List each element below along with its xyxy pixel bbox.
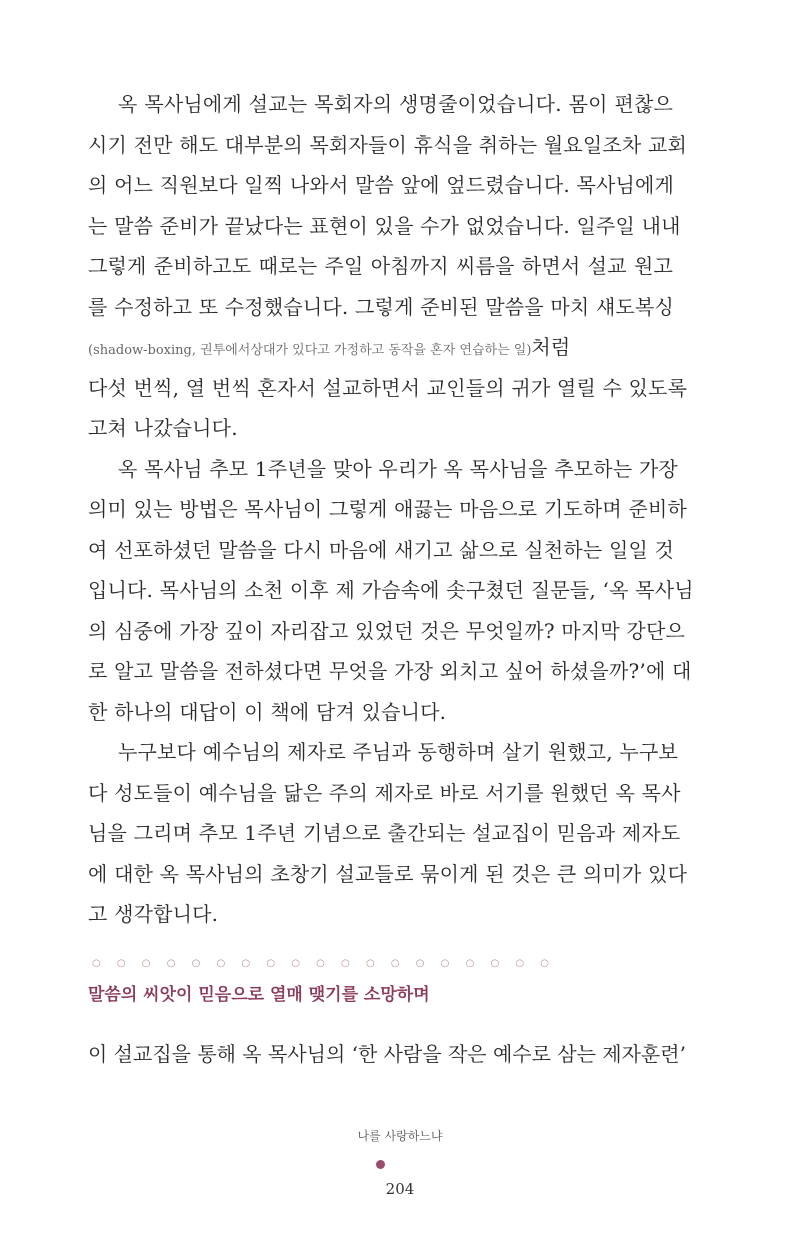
paragraph-line: 의 심중에 가장 깊이 자리잡고 있었던 것은 무엇일까? 마지막 강단으 [88,618,685,643]
paragraph-line: 고 생각합니다. [88,902,219,926]
paragraph-line: 그렇게 준비하고도 때로는 주일 아침까지 씨름을 하면서 설교 원고 [88,254,673,278]
section-title: 말씀의 씨앗이 믿음으로 열매 맺기를 소망하며 [88,985,430,1005]
page-number: 204 [385,1180,415,1198]
paragraph-line: 의미 있는 방법은 목사님이 그렇게 애끓는 마음으로 기도하며 준비하 [88,497,688,521]
paragraph-line: 옥 목사님 추모 1주년을 맞아 우리가 옥 목사님을 추모하는 가장 [118,456,678,481]
paragraph-line: 누구보다 예수님의 제자로 주님과 동행하며 살기 원했고, 누구보 [118,740,678,764]
section-divider-dots: ○ ○ ○ ○ ○ ○ ○ ○ ○ ○ ○ ○ ○ ○ ○ ○ ○ ○ ○ [92,958,556,969]
paragraph-line: 시기 전만 해도 대부분의 목회자들이 휴식을 취하는 월요일조차 교회 [88,132,688,157]
paragraph-line: 를 수정하고 또 수정했습니다. 그렇게 준비된 말씀을 마치 섀도복싱 [88,294,675,319]
gloss-note: (shadow-boxing, 권투에서상대가 있다고 가정하고 동작을 혼자 연습하는 일) [88,343,532,358]
paragraph-line: 여 선포하셨던 말씀을 다시 마음에 새기고 삶으로 실천하는 일일 것 [88,537,675,562]
paragraph-line: 입니다. 목사님의 소천 이후 제 가슴속에 솟구쳤던 질문들, ‘옥 목사님 [88,578,694,602]
body-text [88,84,694,935]
closing-paragraph-line: 이 설교집을 통해 옥 목사님의 ‘한 사람을 작은 예수로 삼는 제자훈련’ [88,1042,686,1066]
paragraph-line: 한 하나의 대답이 이 책에 담겨 있습니다. [88,699,447,724]
paragraph-line: 의 어느 직원보다 일찍 나와서 말씀 앞에 엎드렸습니다. 목사님에게 [88,173,675,197]
paragraph-line: 고쳐 나갔습니다. [88,416,238,440]
gloss-line [88,327,673,368]
paragraph-line: 다 성도들이 예수님을 닮은 주의 제자로 바로 서기를 원했던 옥 목사 [88,780,681,805]
paragraph-line: 다섯 번씩, 열 번씩 혼자서 설교하면서 교인들의 귀가 열릴 수 있도록 [88,375,688,400]
page-dot-ornament [376,1160,385,1169]
paragraph-line: 로 알고 말씀을 전하셨다면 무엇을 가장 외치고 싶어 하셨을까?’에 대 [88,659,692,683]
paragraph-line: 님을 그리며 추모 1주년 기념으로 출간되는 설교집이 믿음과 제자도 [88,821,681,845]
paragraph-line: 옥 목사님에게 설교는 목회자의 생명줄이었습니다. 몸이 편찮으 [118,92,673,116]
paragraph-line: 에 대한 옥 목사님의 초창기 설교들로 묶이게 된 것은 큰 의미가 있다 [88,861,688,886]
gloss-tail: 처럼 [531,335,571,359]
paragraph-line: 는 말씀 준비가 끝났다는 표현이 있을 수가 없었습니다. 일주일 내내 [88,213,681,238]
running-title: 나를 사랑하느냐 [357,1129,443,1143]
